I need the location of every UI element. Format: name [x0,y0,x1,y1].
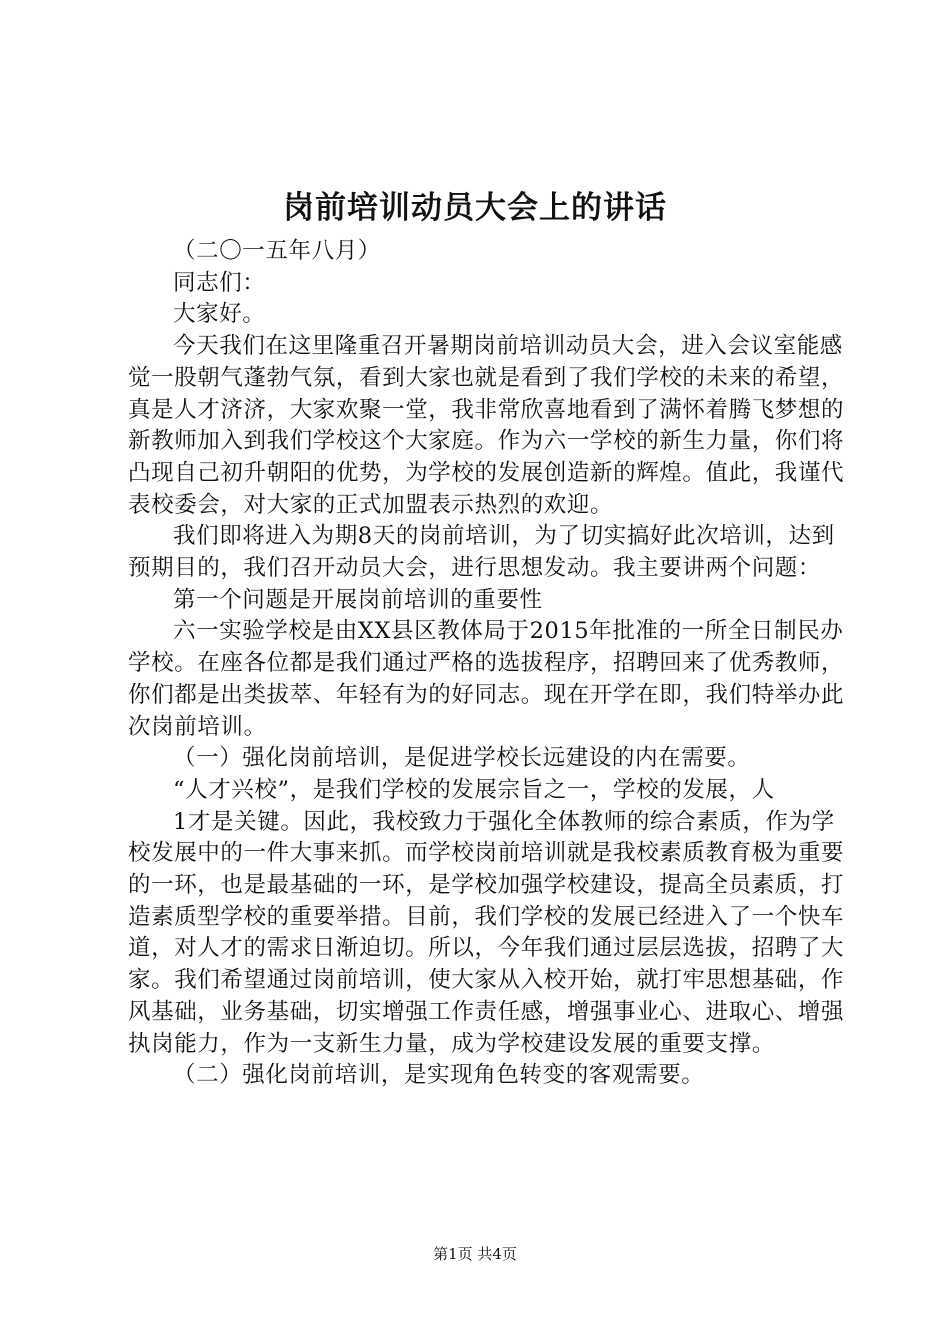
paragraph-opening: 今天我们在这里隆重召开暑期岗前培训动员大会，进入会议室能感觉一股朝气蓬勃气氛，看到大家也就是看到了我们学校的未来的希望，真是人才济济，大家欢聚一堂，我非常欣喜地看到了满怀着腾飞梦想的新教师加入到我们学校这个大家庭。作为六一学校的新生力量，你们将凸现自己初升朝阳的优势，为学校的发展创造新的辉煌。值此，我谨代表校委会，对大家的正式加盟表示热烈的欢迎。 [128,333,845,518]
paragraph-school-intro: 六一实验学校是由XX县区教体局于2015年批准的一所全日制民办学校。在座各位都是我们通过严格的选拔程序，招聘回来了优秀教师，你们都是出类拔萃、年轻有为的好同志。现在开学在即，我们特举办此次岗前培训。 [128,618,845,740]
paragraph-section-heading: 第一个问题是开展岗前培训的重要性 [173,586,543,613]
document-body [128,236,848,1092]
document-title: 岗前培训动员大会上的讲话 [283,190,667,226]
paragraph-talent-detail: 1才是关键。因此，我校致力于强化全体教师的综合素质，作为学校发展中的一件大事来抓。而学校岗前培训就是我校素质教育极为重要的一环，也是最基础的一环，是学校加强学校建设，提高全员素质，打造素质型学校的重要举措。目前，我们学校的发展已经进入了一个快车道，对人才的需求日渐迫切。所以，今年我们通过层层选拔，招聘了大家。我们希望通过岗前培训，使大家从入校开始，就打牢思想基础，作风基础，业务基础，切实增强工作责任感，增强事业心、进取心、增强执岗能力，作为一支新生力量，成为学校建设发展的重要支撑。 [128,808,845,1057]
paragraph-date: （二〇一五年八月） [173,238,381,264]
paragraph-purpose: 我们即将进入为期8天的岗前培训，为了切实搞好此次培训，达到预期目的，我们召开动员大会，进行思想发动。我主要讲两个问题： [128,523,835,582]
paragraph-talent-motto: “人才兴校”，是我们学校的发展宗旨之一，学校的发展，人 [173,776,775,803]
paragraph-point-two: （二）强化岗前培训，是实现角色转变的客观需要。 [173,1062,705,1089]
paragraph-salutation: 同志们： [173,269,266,296]
page-footer: 第1页 共4页 [433,1245,517,1263]
paragraph-greeting: 大家好。 [173,301,266,328]
paragraph-point-one: （一）强化岗前培训，是促进学校长远建设的内在需要。 [173,745,751,772]
